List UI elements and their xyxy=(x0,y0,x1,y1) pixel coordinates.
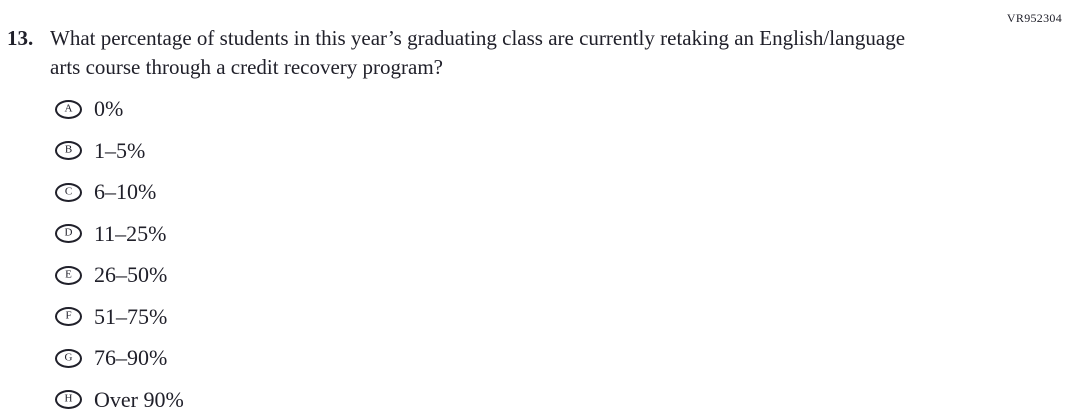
answer-options xyxy=(55,98,184,415)
question-number: 13. xyxy=(7,26,34,50)
answer-bubble-letter: F xyxy=(65,309,72,322)
answer-bubble-icon[interactable] xyxy=(55,266,82,285)
answer-bubble-letter: D xyxy=(64,226,73,239)
answer-bubble-icon[interactable] xyxy=(55,141,82,160)
answer-option[interactable] xyxy=(55,137,184,163)
answer-bubble-icon[interactable] xyxy=(55,307,82,326)
answer-option-label: 6–10% xyxy=(94,179,157,204)
answer-option-label: 76–90% xyxy=(94,345,168,370)
question-block xyxy=(7,24,930,82)
answer-option-label: 0% xyxy=(94,96,124,121)
answer-bubble-icon[interactable] xyxy=(55,349,82,368)
answer-option[interactable] xyxy=(55,347,184,369)
answer-bubble-letter: C xyxy=(64,185,73,197)
form-code: VR952304 xyxy=(1006,11,1062,25)
answer-option-label: 51–75% xyxy=(94,303,168,329)
answer-bubble-icon[interactable] xyxy=(55,100,82,119)
answer-bubble-letter: G xyxy=(64,351,73,363)
answer-option-label: Over 90% xyxy=(94,386,184,412)
answer-bubble-icon[interactable] xyxy=(55,224,82,243)
answer-option-label: 1–5% xyxy=(94,137,146,163)
answer-option[interactable] xyxy=(55,98,184,120)
answer-bubble-letter: E xyxy=(65,268,72,280)
answer-option[interactable] xyxy=(55,220,184,246)
answer-bubble-letter: B xyxy=(64,143,73,156)
answer-option[interactable] xyxy=(55,386,184,412)
answer-option[interactable] xyxy=(55,303,184,329)
answer-option[interactable] xyxy=(55,181,184,203)
answer-bubble-letter: A xyxy=(64,102,73,114)
answer-option-label: 26–50% xyxy=(94,262,168,287)
answer-option-label: 11–25% xyxy=(94,220,167,246)
answer-option[interactable] xyxy=(55,264,184,286)
answer-bubble-icon[interactable] xyxy=(55,183,82,202)
question-text: What percentage of students in this year’s graduating class are currently retaking an English/language arts course through a credit recovery program? xyxy=(50,26,906,79)
answer-bubble-letter: H xyxy=(64,392,73,405)
answer-bubble-icon[interactable] xyxy=(55,390,82,409)
